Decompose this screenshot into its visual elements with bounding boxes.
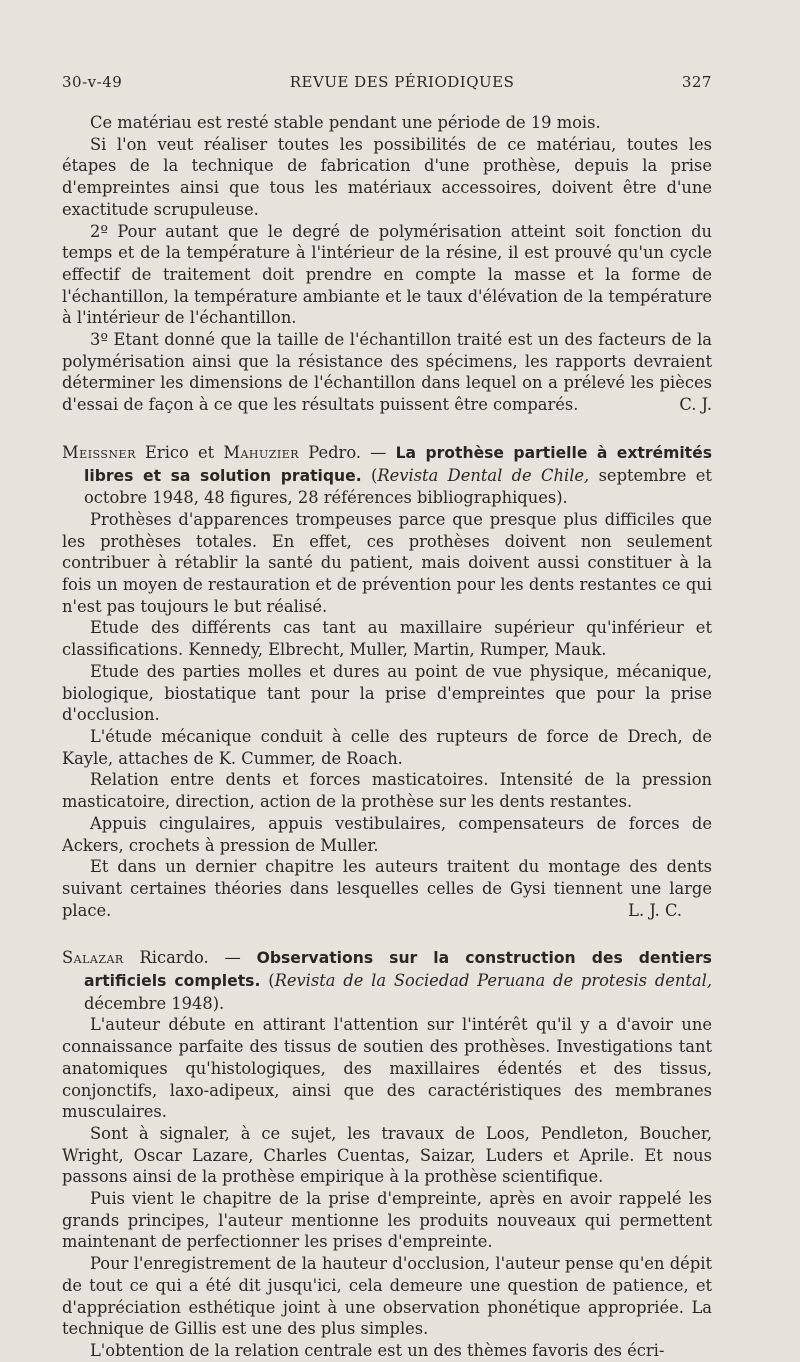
entry-2-source: Revista de la Sociedad Peruana de protesis dental,	[274, 971, 712, 991]
entry-1-author-1: Meissner	[62, 442, 136, 462]
entry-2-paragraph: L'auteur débute en attirant l'attention sur l'intérêt qu'il y a d'avoir une connaissance parfaite des tissus de soutien des prothèses. Investigations tant anatomiques qu'histologiques, des maxillaires édentés et des tissus, conjonctifs, laxo-adipeux, ainsi que des caractéristiques des membranes musculaires.	[62, 1015, 712, 1122]
entry-1-paragraph: Appuis cingulaires, appuis vestibulaires, compensateurs de forces de Ackers, crochets à pression de Muller.	[62, 813, 712, 855]
intro-signature: C. J.	[679, 395, 712, 415]
entry-1-last-paragraph-text: Et dans un dernier chapitre les auteurs traitent du montage des dents suivant certaines théories dans lesquelles celles de Gysi tiennent une large place.	[62, 857, 712, 920]
header-page-number: 327	[681, 73, 712, 91]
header-journal-title: REVUE DES PÉRIODIQUES	[289, 73, 515, 91]
entry-2-citation	[62, 947, 712, 1014]
page-body	[62, 112, 712, 1362]
header-date: 30-v-49	[62, 73, 123, 91]
entry-2-paragraph: Sont à signaler, à ce sujet, les travaux de Loos, Pendleton, Boucher, Wright, Oscar Lazare, Charles Cuentas, Saizar, Luders et Aprile. Et nous passons ainsi de la prothèse empirique à la prothèse scientifique.	[62, 1123, 712, 1187]
entry-2-author: Salazar	[62, 948, 124, 968]
entry-1-source: Revista Dental de Chile,	[377, 465, 590, 485]
entry-1-signature: L. J. C.	[628, 900, 682, 920]
entry-2-source-paren: (	[268, 971, 275, 991]
entry-1-author-2-first: Pedro. —	[308, 442, 387, 462]
entry-1-title: La prothèse partielle à extrémités libres et sa solution pratique.	[84, 443, 712, 485]
entry-2-paragraph: Pour l'enregistrement de la hauteur d'occlusion, l'auteur pense qu'en dépit de tout ce qui a été dit jusqu'ici, cela demeure une question de patience, et d'appréciation esthétique joint à une observation phonétique appropriée. La technique de Gillis est une des plus simples.	[62, 1254, 712, 1339]
entry-2-paragraph: L'obtention de la relation centrale est un des thèmes favoris des écri-	[90, 1340, 665, 1360]
entry-2-paragraph: Puis vient le chapitre de la prise d'empreinte, après en avoir rappelé les grands principes, l'auteur mentionne les produits nouveaux qui permettent maintenant de perfectionner les prises d'empreinte.	[62, 1189, 712, 1252]
entry-1-source-paren: (	[371, 465, 378, 485]
entry-1-paragraph: Prothèses d'apparences trompeuses parce que presque plus difficiles que les prothèses totales. En effet, ces prothèses doivent non seulement contribuer à rétablir la santé du patient, mais doivent aussi constituer à la fois un moyen de restauration et de prévention pour les dents restantes ce qui n'est pas toujours le but réalisé.	[62, 509, 712, 616]
review-entry-2	[62, 947, 712, 1361]
entry-1-author-1-first: Erico et	[145, 442, 215, 462]
entry-1-source-details: septembre et octobre 1948, 48 figures, 28 références bibliographiques).	[84, 465, 712, 508]
entry-1-last-paragraph	[62, 856, 712, 921]
intro-paragraph-3: 2º Pour autant que le degré de polymérisation atteint soit fonction du temps et de la température à l'intérieur de la résine, il est prouvé qu'un cycle effectif de traitement doit prendre en compte la masse et la forme de l'échantillon, la température ambiante et le taux d'élévation de la température à l'intérieur de l'échantillon.	[62, 221, 713, 328]
entry-1-citation	[62, 442, 712, 509]
running-header	[62, 73, 712, 91]
entry-2-title: Observations sur la construction des dentiers artificiels complets.	[84, 949, 712, 991]
review-entry-1	[62, 442, 712, 921]
entry-1-paragraph: Etude des parties molles et dures au point de vue physique, mécanique, biologique, biostatique tant pour la prise d'empreintes que pour la prise d'occlusion.	[62, 661, 712, 725]
intro-paragraph-2: Si l'on veut réaliser toutes les possibilités de ce matériau, toutes les étapes de la technique de fabrication d'une prothèse, depuis la prise d'empreintes ainsi que tous les matériaux accessoires, doivent être d'une exactitude scrupuleuse.	[62, 134, 712, 219]
entry-1-paragraph: L'étude mécanique conduit à celle des rupteurs de force de Drech, de Kayle, attaches de K. Cummer, de Roach.	[62, 726, 712, 768]
entry-2-source-details: décembre 1948).	[84, 993, 225, 1013]
entry-1-paragraph: Etude des différents cas tant au maxillaire supérieur qu'inférieur et classifications. Kennedy, Elbrecht, Muller, Martin, Rumper, Mauk.	[62, 618, 712, 660]
entry-1-author-2: Mahuzier	[223, 442, 300, 462]
intro-paragraph-4	[62, 329, 712, 416]
intro-paragraph-4-text: 3º Etant donné que la taille de l'échantillon traité est un des facteurs de la polymérisation ainsi que la résistance des spécimens, les rapports devraient déterminer les dimensions de l'échantillon dans lequel on a prélevé les pièces d'essai de façon à ce que les résultats puissent être comparés.	[62, 330, 712, 415]
entry-1-paragraph: Relation entre dents et forces masticatoires. Intensité de la pression masticatoire, direction, action de la prothèse sur les dents restantes.	[62, 770, 712, 812]
intro-paragraph-1: Ce matériau est resté stable pendant une période de 19 mois.	[90, 113, 601, 132]
entry-2-author-first: Ricardo. —	[139, 948, 241, 968]
